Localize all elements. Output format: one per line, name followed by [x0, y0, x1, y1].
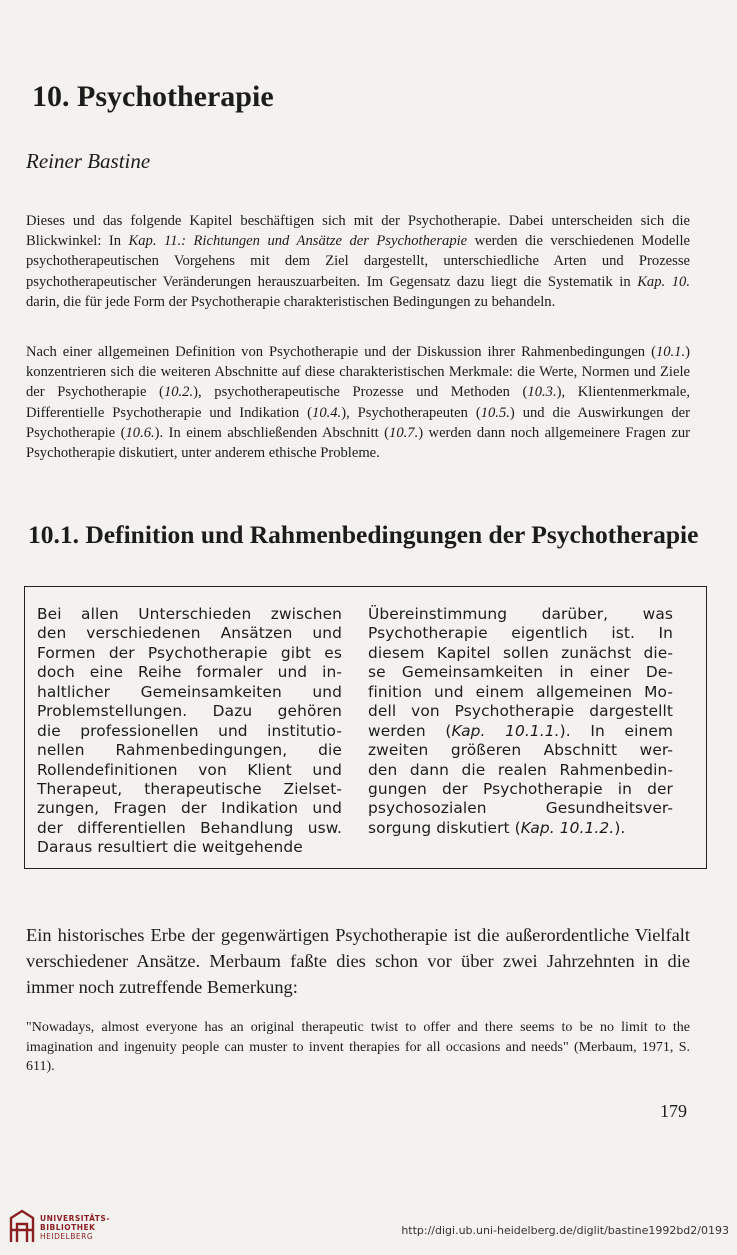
- summary-line: [368, 663, 673, 682]
- cross-reference: 10.5.: [480, 404, 510, 421]
- text-run: diesem Kapitel sollen zunächst die-: [368, 643, 673, 662]
- university-library-logo-icon: [8, 1208, 36, 1244]
- library-name-line-1: UNIVERSITÄTS-: [40, 1214, 110, 1223]
- text-run: ), Psychotherapeuten (: [341, 404, 481, 421]
- summary-column-right: [368, 605, 673, 838]
- summary-line: Therapeut, therapeutische Zielset-: [37, 779, 342, 798]
- intro-paragraph-1: [26, 211, 690, 312]
- chapter-author: Reiner Bastine: [26, 149, 151, 173]
- text-run: den dann die realen Rahmenbedin-: [368, 760, 673, 779]
- summary-line: der differentiellen Behandlung usw.: [37, 818, 342, 837]
- summary-line: Bei allen Unterschieden zwischen: [37, 605, 342, 623]
- text-run: zweiten größeren Abschnitt wer-: [368, 741, 673, 760]
- text-run: ). In einem: [559, 721, 673, 740]
- text-run: darin, die für jede Form der Psychotherapie charakteristischen Bedingungen zu behandeln.: [26, 293, 556, 310]
- summary-line: die professionellen und institutio-: [37, 721, 342, 740]
- chapter-title: 10. Psychotherapie: [32, 80, 274, 113]
- section-heading: 10.1. Definition und Rahmenbedingungen der Psychotherapie: [28, 520, 699, 549]
- cross-reference: 10.2.: [163, 384, 194, 401]
- summary-line: [368, 702, 673, 721]
- text-run: werden (: [368, 721, 452, 740]
- summary-line: [368, 780, 673, 799]
- text-run: Dieses und das folgende Kapitel beschäftigen sich mit der Psychotherapie. Dabei unterscheiden sich die Blickwinkel: In: [26, 213, 690, 250]
- digitization-url-link[interactable]: http://digi.ub.uni-heidelberg.de/diglit/bastine1992bd2/0193: [401, 1224, 729, 1237]
- library-name: [40, 1214, 110, 1241]
- text-run: psychosozialen Gesundheitsver-: [368, 799, 673, 818]
- cross-reference: Kap. 11.: Richtungen und Ansätze der Psychotherapie: [128, 233, 468, 250]
- text-run: Übereinstimmung darüber, was: [368, 605, 673, 623]
- library-name-line-2: BIBLIOTHEK: [40, 1223, 96, 1232]
- summary-line: den verschiedenen Ansätzen und: [37, 624, 342, 643]
- cross-reference: Kap. 10.: [637, 273, 690, 290]
- summary-line: [368, 722, 673, 741]
- page-number: 179: [660, 1101, 687, 1121]
- summary-line: nellen Rahmenbedingungen, die: [37, 741, 342, 760]
- intro-paragraph-2: [26, 342, 690, 463]
- summary-line: [368, 741, 673, 760]
- digitization-footer: [0, 1200, 737, 1255]
- cross-reference: Kap. 10.1.2.: [520, 818, 615, 837]
- summary-line: [368, 624, 673, 643]
- text-run: ), psychotherapeutische Prozesse und Methoden (: [193, 384, 528, 401]
- summary-line: doch eine Reihe formaler und in-: [37, 663, 342, 682]
- summary-line: Formen der Psychotherapie gibt es: [37, 643, 342, 662]
- text-run: ), Klientenmerkmale, Differentielle Psychotherapie und Indikation (: [26, 384, 690, 421]
- summary-box: [24, 586, 707, 869]
- summary-line: [368, 819, 673, 838]
- cross-reference: 10.1.: [655, 344, 686, 360]
- text-run: dell von Psychotherapie dargestellt: [368, 702, 673, 721]
- cross-reference: Kap. 10.1.1.: [451, 721, 560, 740]
- summary-line: [368, 683, 673, 702]
- summary-line: Daraus resultiert die weitgehende: [37, 838, 303, 857]
- summary-line: zungen, Fragen der Indikation und: [37, 799, 342, 818]
- summary-line: Problemstellungen. Dazu gehören: [37, 702, 342, 721]
- body-paragraph: Ein historisches Erbe der gegenwärtigen Psychotherapie ist die außerordentliche Vielfalt verschiedener Ansätze. Merbaum faßte dies schon vor über zwei Jahrzehnten in die immer noch zutreffende Bemerkung:: [26, 925, 690, 997]
- summary-line: [368, 799, 673, 818]
- text-run: Nach einer allgemeinen Definition von Psychotherapie und der Diskussion ihrer Rahmenbedingungen (: [26, 344, 656, 360]
- cross-reference: 10.4.: [312, 404, 342, 421]
- text-run: werden die verschiedenen Modelle psychotherapeutischen Vorgehens mit dem Ziel dargestellt, unterschiedliche Arten und Prozesse psychotherapeutischer Veränderungen herauszuarbeiten. Im Gegensatz dazu liegt die Systematik in: [26, 233, 690, 290]
- summary-line: haltlicher Gemeinsamkeiten und: [37, 682, 342, 701]
- cross-reference: 10.7.: [389, 424, 419, 441]
- text-run: se Gemeinsamkeiten in einer De-: [368, 663, 673, 682]
- text-run: finition und einem allgemeinen Mo-: [368, 682, 673, 701]
- summary-line: [368, 761, 673, 780]
- summary-column-left: [37, 605, 342, 858]
- summary-line: [368, 605, 673, 624]
- text-run: ) konzentrieren sich die weiteren Abschnitte auf diese charakteristischen Merkmale: die Werte, Normen und Ziele der Psychotherapie (: [26, 344, 690, 401]
- text-run: ). In einem abschließenden Abschnitt (: [154, 424, 390, 441]
- cross-reference: 10.3.: [527, 384, 557, 401]
- summary-line: [368, 644, 673, 663]
- text-run: gungen der Psychotherapie in der: [368, 779, 673, 798]
- merbaum-quote: "Nowadays, almost everyone has an original therapeutic twist to offer and there seems to be no limit to the imagination and ingenuity people can muster to invent therapies for all occasions and needs" (Merbaum, 1971, S. 611).: [26, 1020, 690, 1074]
- text-run: ).: [614, 818, 626, 837]
- cross-reference: 10.6.: [125, 424, 155, 441]
- summary-line: Rollendefinitionen von Klient und: [37, 760, 342, 779]
- text-run: Psychotherapie eigentlich ist. In: [368, 624, 673, 643]
- text-run: ) und die Auswirkungen der Psychotherapie (: [26, 404, 691, 441]
- text-run: ) werden dann noch allgemeinere Fragen zur Psychotherapie diskutiert, unter anderem ethische Probleme.: [26, 424, 691, 462]
- library-name-line-3: HEIDELBERG: [40, 1232, 94, 1241]
- text-run: sorgung diskutiert (: [368, 818, 521, 837]
